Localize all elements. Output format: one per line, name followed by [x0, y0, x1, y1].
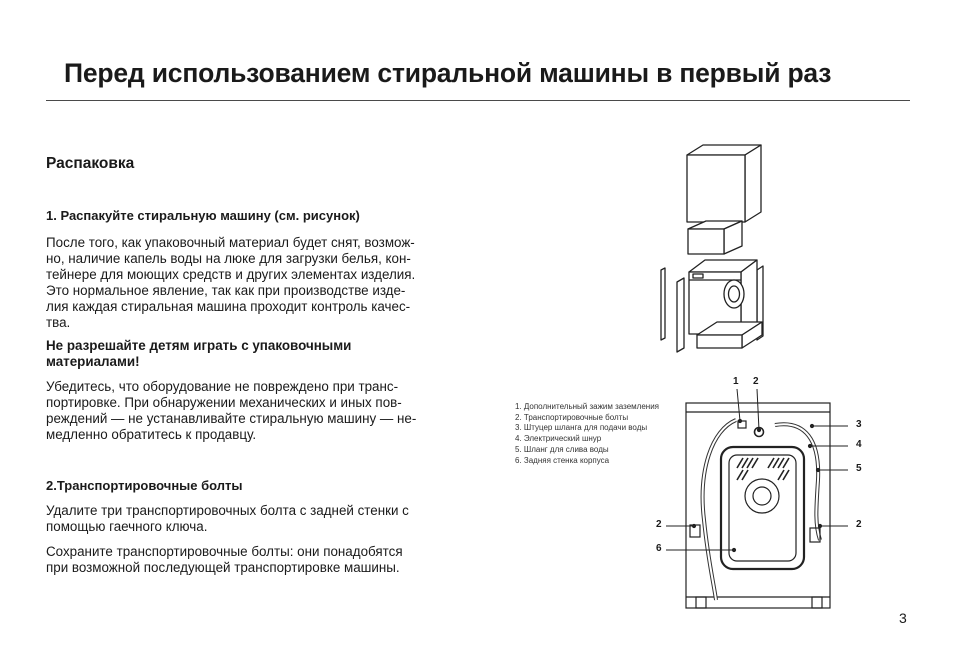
text-line: тва.	[46, 315, 71, 331]
callout-4: 4	[856, 439, 862, 450]
text-line: лия каждая стиральная машина проходит контроль качес-	[46, 299, 411, 315]
callout-5: 5	[856, 463, 862, 474]
text-line: Это нормальное явление, так как при производстве изде-	[46, 283, 406, 299]
text-line: После того, как упаковочный материал будет снят, возмож-	[46, 235, 415, 250]
page-title: Перед использованием стиральной машины в первый раз	[64, 58, 832, 88]
text-line: портировке. При обнаружении механических и иных пов-	[46, 395, 402, 411]
callout-6: 6	[656, 543, 662, 554]
legend-item: 2. Транспортировочные болты	[515, 412, 629, 422]
legend-item: 4. Электрический шнур	[515, 434, 602, 444]
callout-1: 1	[733, 376, 739, 387]
text-line: помощью гаечного ключа.	[46, 519, 208, 535]
legend-item: 3. Штуцер шланга для подачи воды	[515, 423, 648, 433]
text-line: Удалите три транспортировочных болта с задней стенки с	[46, 503, 409, 518]
text-line: Убедитесь, что оборудование не повреждено при транс-	[46, 379, 399, 394]
step1-heading: 1. Распакуйте стиральную машину (см. рисунок)	[46, 208, 360, 223]
legend-item: 1. Дополнительный зажим заземления	[515, 402, 660, 411]
text-line: тейнере для моющих средств и других элементах изделия.	[46, 267, 416, 283]
rear-view-legend	[515, 402, 659, 466]
vent-slots	[737, 458, 789, 480]
callout-2-top: 2	[753, 376, 759, 387]
transport-bolts-heading: 2.Транспортировочные болты	[46, 478, 243, 493]
text-line: реждений — не устанавливайте стиральную машину — не-	[46, 411, 417, 427]
text-line: материалами!	[46, 354, 140, 370]
callout-2-right: 2	[856, 519, 862, 530]
legend-item: 6. Задняя стенка корпуса	[515, 455, 610, 465]
text-line: но, наличие капель воды на люке для загрузки белья, кон-	[46, 251, 411, 267]
text-line: Сохраните транспортировочные болты: они понадобятся	[46, 544, 403, 559]
text-line: при возможной последующей транспортировке машины.	[46, 560, 400, 576]
callout-2-left: 2	[656, 519, 662, 530]
text-line: Не разрешайте детям играть с упаковочными	[46, 338, 352, 353]
section-heading-unpacking: Распаковка	[46, 155, 135, 172]
page-number: 3	[899, 610, 907, 626]
callout-3: 3	[856, 419, 862, 430]
legend-item: 5. Шланг для слива воды	[515, 444, 609, 454]
text-line: медленно обратитесь к продавцу.	[46, 427, 257, 443]
drum-hub	[745, 479, 779, 513]
